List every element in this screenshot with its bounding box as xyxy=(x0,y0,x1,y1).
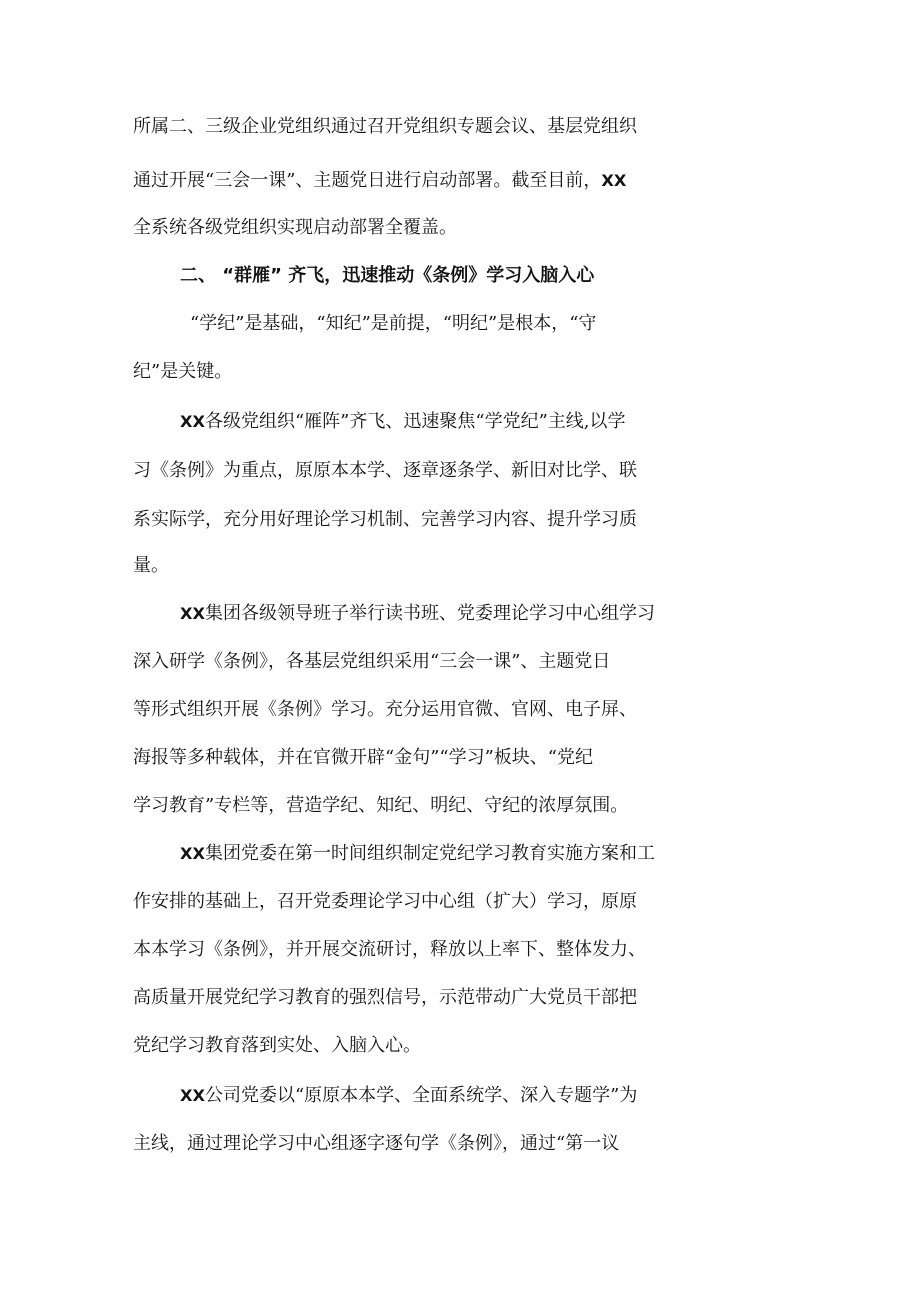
xx-placeholder: XX xyxy=(180,844,205,863)
text: 党纪学习教育落到实处、入脑入心。 xyxy=(133,1035,421,1056)
text: “学纪”是基础，“知纪”是前提，“明纪”是根本，“守 xyxy=(190,313,597,334)
xx-placeholder: XX xyxy=(601,171,627,190)
text: 纪”是关键。 xyxy=(133,361,233,382)
text: 公司党委以“原原本本学、全面系统学、深入专题学”为 xyxy=(204,1085,638,1106)
paragraph-4-line-4 xyxy=(133,738,920,778)
text: 集团党委在第一时间组织制定党纪学习教育实施方案和工 xyxy=(204,843,655,864)
text: 量。 xyxy=(133,555,169,576)
paragraph-5-line-5 xyxy=(133,1026,920,1066)
paragraph-4-line-3 xyxy=(133,690,920,730)
paragraph-2-line-2 xyxy=(133,352,920,392)
paragraph-5-line-4 xyxy=(133,978,920,1018)
section-heading xyxy=(180,256,920,296)
paragraph-1-line-1 xyxy=(133,107,920,147)
paragraph-5-line-2 xyxy=(133,882,920,922)
text: 全系统各级党组织实现启动部署全覆盖。 xyxy=(133,217,457,238)
paragraph-1-line-2 xyxy=(133,161,920,201)
text: 集团各级领导班子举行读书班、党委理论学习中心组学习 xyxy=(204,603,655,624)
paragraph-2-line-1 xyxy=(190,304,920,344)
text: 主线，通过理论学习中心组逐字逐句学《条例》，通过“第一议 xyxy=(133,1133,620,1154)
paragraph-4-line-1 xyxy=(180,594,920,634)
text: 所属二、三级企业党组织通过召开党组织专题会议、基层党组织 xyxy=(133,116,637,137)
text: 学习教育”专栏等，营造学纪、知纪、明纪、守纪的浓厚氛围。 xyxy=(133,795,629,816)
paragraph-3-line-1 xyxy=(180,402,920,442)
text: 等形式组织开展《条例》学习。充分运用官微、官网、电子屏、 xyxy=(133,699,637,720)
text: 系实际学，充分用好理论学习机制、完善学习内容、提升学习质 xyxy=(133,509,637,530)
paragraph-1-line-3 xyxy=(133,208,920,248)
text: 深入研学《条例》，各基层党组织采用“三会一课”、主题党日 xyxy=(133,651,611,672)
xx-placeholder: XX xyxy=(180,604,205,623)
paragraph-4-line-5 xyxy=(133,786,920,826)
paragraph-3-line-2 xyxy=(133,451,920,491)
text: 习《条例》为重点，原原本本学、逐章逐条学、新旧对比学、联 xyxy=(133,460,637,481)
paragraph-3-line-4 xyxy=(133,546,920,586)
paragraph-5-line-1 xyxy=(180,834,920,874)
text: 通过开展“三会一课”、主题党日进行启动部署。截至目前， xyxy=(133,170,602,191)
heading-text: 二、 “群雁” 齐飞，迅速推动《条例》学习入脑入心 xyxy=(180,265,595,286)
xx-placeholder: XX xyxy=(180,412,205,431)
paragraph-3-line-3 xyxy=(133,500,920,540)
text: 各级党组织“雁阵”齐飞、迅速聚焦“学党纪”主线,以学 xyxy=(204,411,626,432)
paragraph-6-line-1 xyxy=(180,1076,920,1116)
xx-placeholder: XX xyxy=(180,1086,205,1105)
text: 高质量开展党纪学习教育的强烈信号，示范带动广大党员干部把 xyxy=(133,987,637,1008)
text: 本本学习《条例》，并开展交流研讨，释放以上率下、整体发力、 xyxy=(133,939,646,960)
paragraph-5-line-3 xyxy=(133,930,920,970)
text: 作安排的基础上，召开党委理论学习中心组（扩大）学习，原原 xyxy=(133,891,637,912)
paragraph-6-line-2 xyxy=(133,1124,920,1164)
paragraph-4-line-2 xyxy=(133,642,920,682)
text: 海报等多种载体，并在官微开辟“金句”“学习”板块、“党纪 xyxy=(133,747,594,768)
